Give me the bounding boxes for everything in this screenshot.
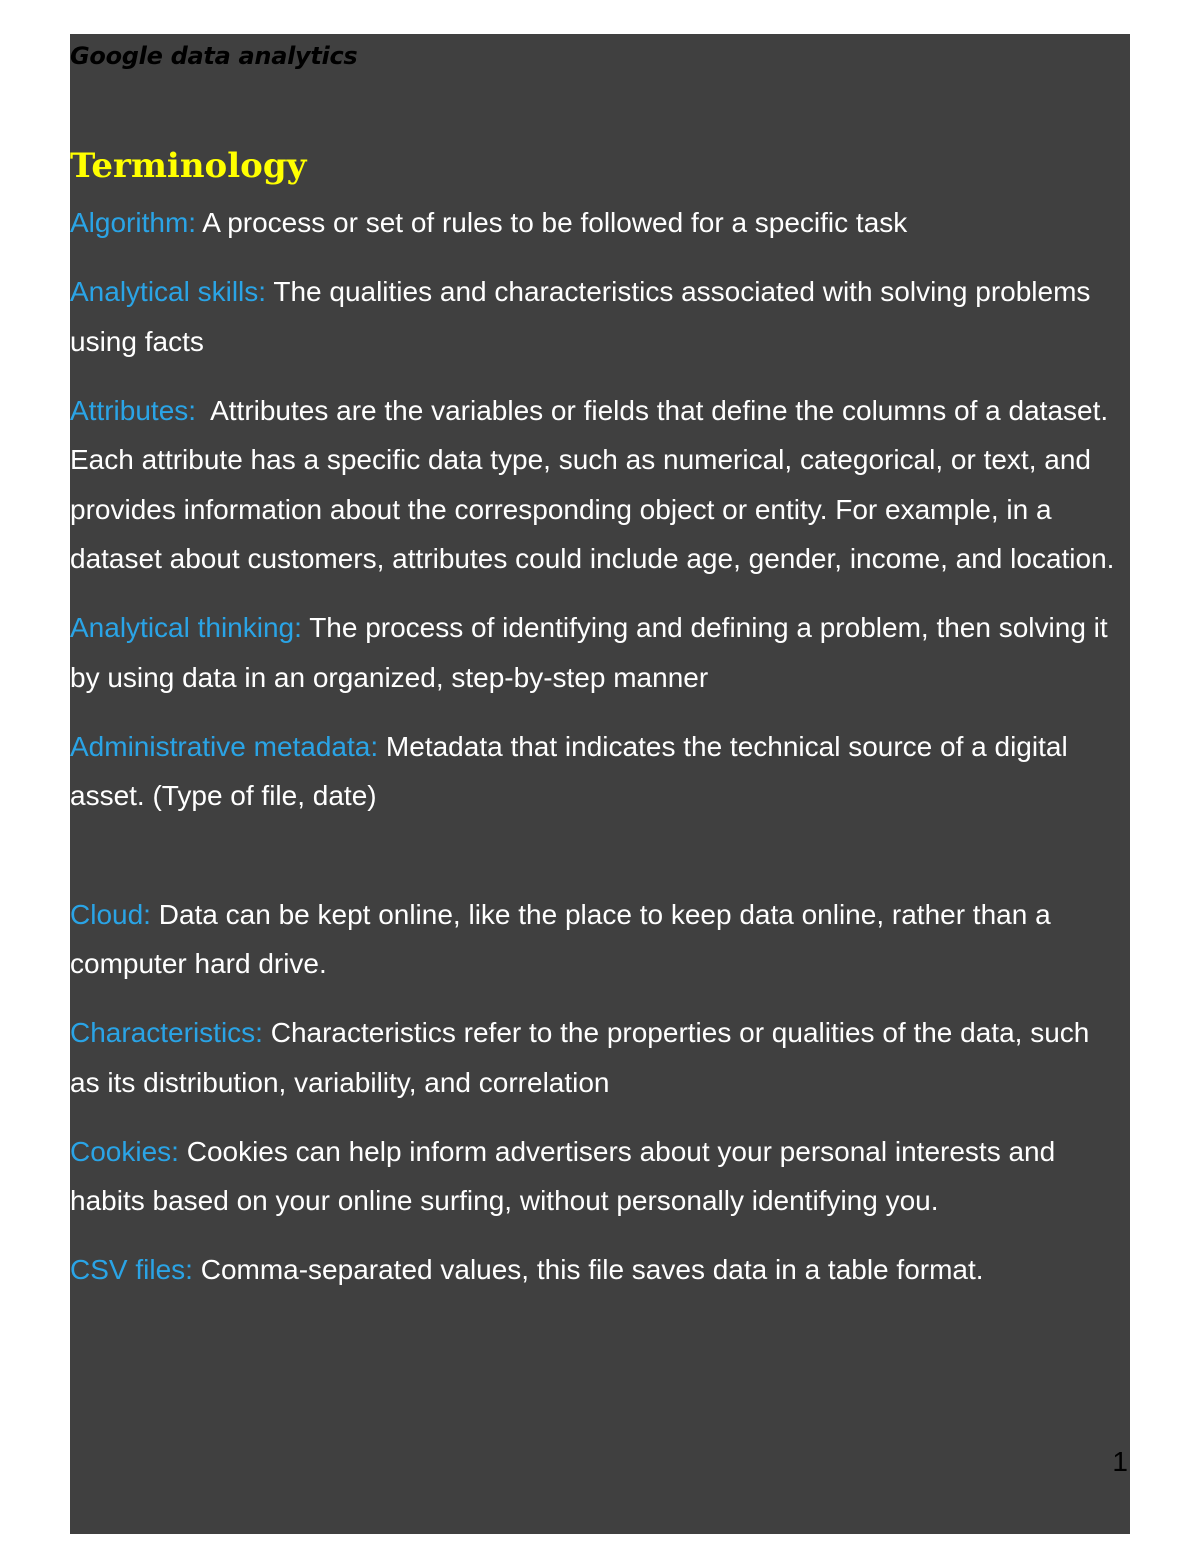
term-analytical-thinking — [70, 603, 1125, 702]
term-name: Administrative metadata: — [70, 730, 379, 762]
term-characteristics — [70, 1008, 1125, 1107]
term-name: Analytical thinking: — [70, 612, 302, 643]
term-attributes — [70, 386, 1125, 584]
term-algorithm — [70, 198, 1125, 248]
document-page — [70, 34, 1130, 1534]
term-definition: A process or set of rules to be followed for a specific task — [202, 207, 908, 238]
term-name: CSV files: — [70, 1254, 193, 1285]
term-definition: The qualities and characteristics associated with solving problems using facts — [70, 276, 1091, 357]
document-header: Google data analytics — [70, 42, 358, 70]
term-name: Cookies: — [70, 1135, 179, 1167]
term-name: Characteristics: — [70, 1017, 263, 1048]
term-name: Cloud: — [70, 898, 151, 930]
term-definition: Attributes are the variables or fields that define the columns of a dataset. Each attribute has a specific data type, such as numerical, categorical, or text, and provides information about the corresponding object or entity. For example, in a dataset about customers, attributes could include age, gender, income, and location. — [70, 394, 1115, 574]
term-name: Analytical skills: — [70, 276, 267, 307]
term-definition: Metadata that indicates the technical source of a digital asset. (Type of file, date) — [70, 730, 1068, 811]
term-name: Attributes: — [70, 394, 197, 426]
section-title: Terminology — [70, 146, 307, 186]
page-number: 1 — [1112, 1446, 1128, 1477]
term-csv-files — [70, 1245, 1125, 1295]
term-definition: The process of identifying and defining a problem, then solving it by using data in an organized, step-by-step manner — [70, 612, 1108, 693]
terminology-list — [70, 198, 1125, 1314]
term-name: Algorithm: — [70, 207, 197, 238]
term-definition: Comma-separated values, this file saves data in a table format. — [200, 1254, 984, 1285]
term-cookies — [70, 1127, 1125, 1226]
term-definition: Characteristics refer to the properties or qualities of the data, such as its distribution, variability, and correlation — [70, 1017, 1090, 1098]
term-administrative-metadata — [70, 722, 1125, 821]
term-analytical-skills — [70, 267, 1125, 366]
term-cloud — [70, 890, 1125, 989]
term-definition: Cookies can help inform advertisers about your personal interests and habits based on your online surfing, without personally identifying you. — [70, 1135, 1056, 1216]
term-definition: Data can be kept online, like the place to keep data online, rather than a computer hard drive. — [70, 898, 1051, 979]
